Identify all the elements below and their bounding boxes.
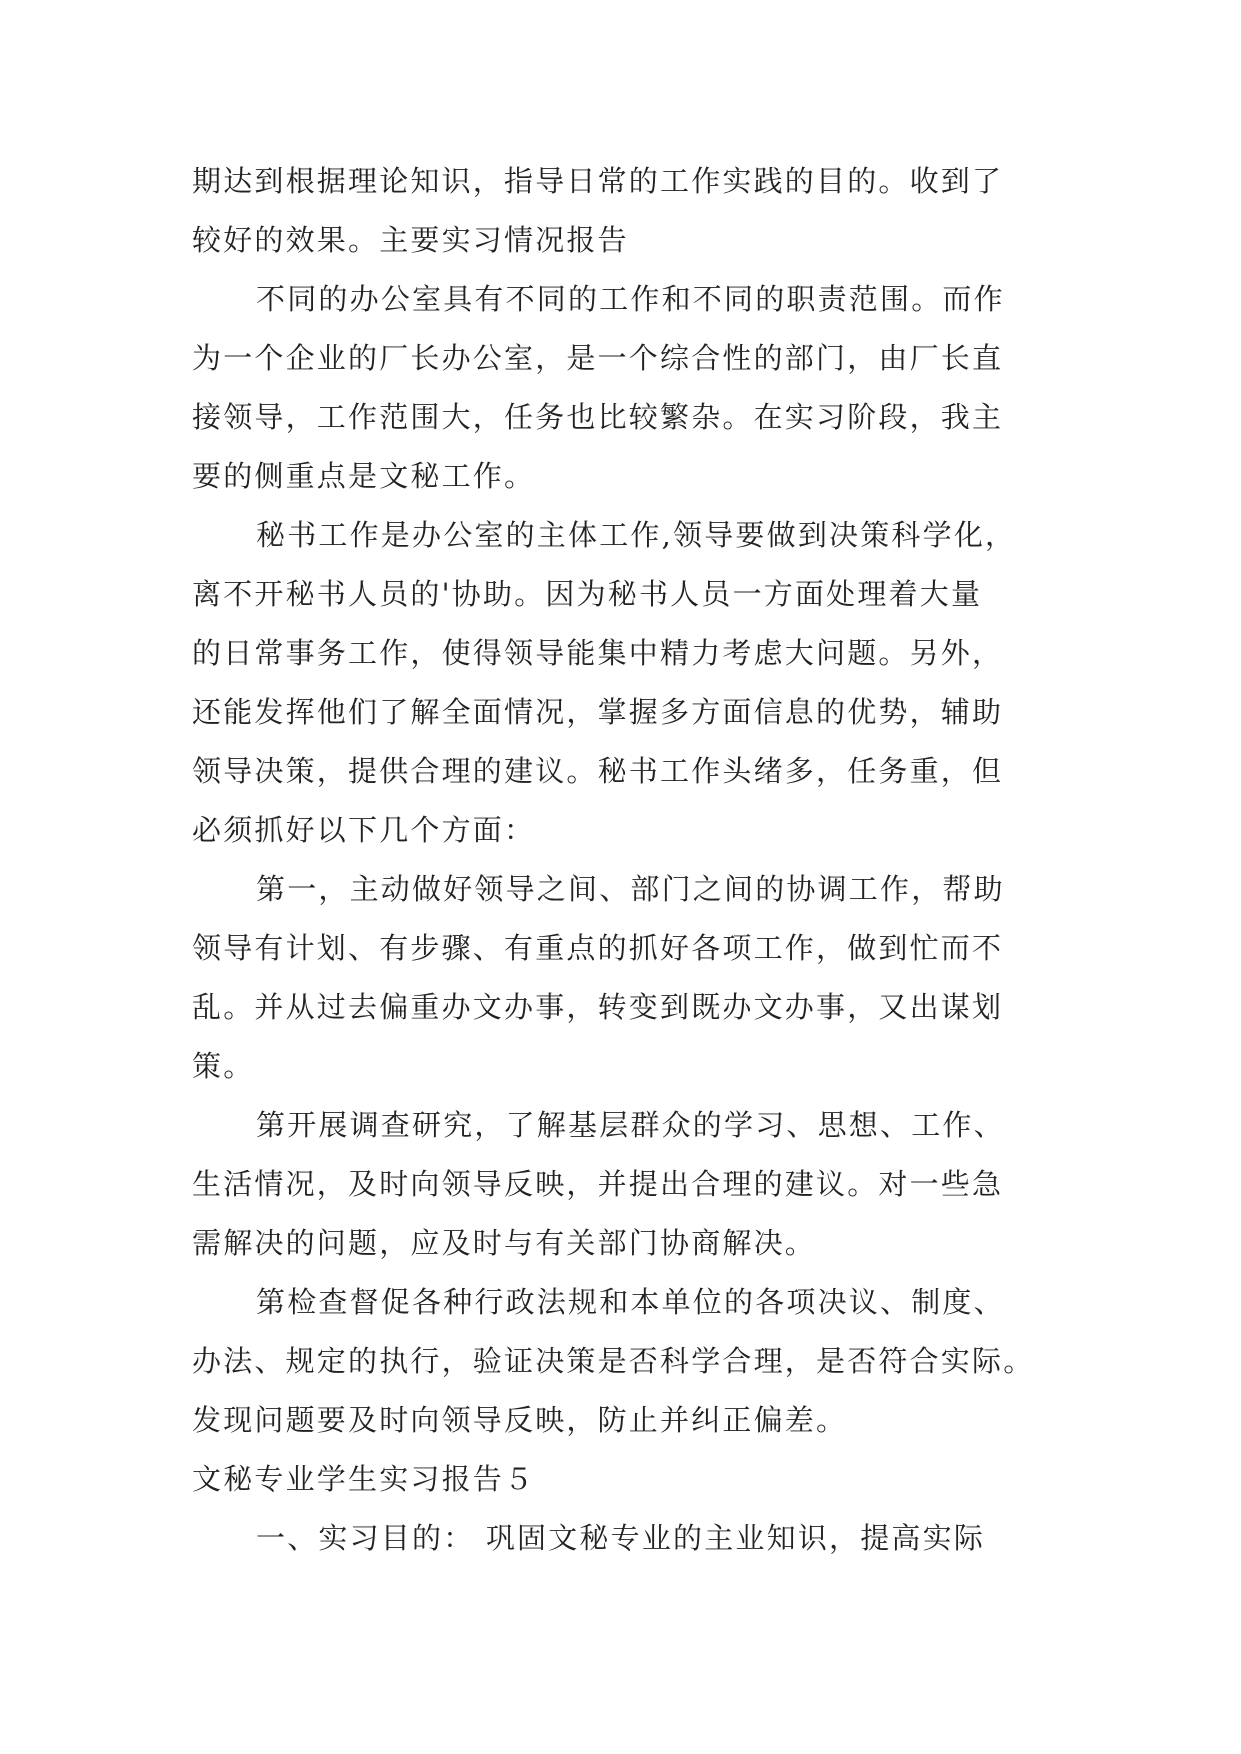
text-line: 还能发挥他们了解全面情况，掌握多方面信息的优势，辅助 xyxy=(192,695,1004,729)
paragraph-first-line: 第开展调查研究，了解基层群众的学习、思想、工作、 xyxy=(256,1108,1005,1142)
text-line: 策。 xyxy=(192,1049,255,1083)
text-line: 发现问题要及时向领导反映，防止并纠正偏差。 xyxy=(192,1403,848,1437)
paragraph-first-line: 一、实习目的： 巩固文秘专业的主业知识，提高实际 xyxy=(256,1521,986,1555)
text-line: 为一个企业的厂长办公室，是一个综合性的部门，由厂长直 xyxy=(192,341,1004,375)
paragraph-first-line: 不同的办公室具有不同的工作和不同的职责范围。而作 xyxy=(256,282,1005,316)
section-heading: 文秘专业学生实习报告５ xyxy=(192,1462,536,1496)
paragraph-first-line: 第检查督促各种行政法规和本单位的各项决议、制度、 xyxy=(256,1285,1005,1319)
text-line: 离不开秘书人员的'协助。因为秘书人员一方面处理着大量 xyxy=(192,577,983,611)
text-line: 要的侧重点是文秘工作。 xyxy=(192,459,536,493)
paragraph-first-line: 秘书工作是办公室的主体工作,领导要做到决策科学化， xyxy=(256,518,1017,552)
text-line: 的日常事务工作，使得领导能集中精力考虑大问题。另外， xyxy=(192,636,1004,670)
text-line: 办法、规定的执行，验证决策是否科学合理，是否符合实际。 xyxy=(192,1344,1035,1378)
text-line: 必须抓好以下几个方面： xyxy=(192,813,536,847)
text-line: 生活情况，及时向领导反映，并提出合理的建议。对一些急 xyxy=(192,1167,1004,1201)
document-body xyxy=(192,152,1072,1568)
text-line: 期达到根据理论知识，指导日常的工作实践的目的。收到了 xyxy=(192,164,1004,198)
text-line: 接领导，工作范围大，任务也比较繁杂。在实习阶段，我主 xyxy=(192,400,1004,434)
text-line: 领导有计划、有步骤、有重点的抓好各项工作，做到忙而不 xyxy=(192,931,1004,965)
paragraph-first-line: 第一，主动做好领导之间、部门之间的协调工作，帮助 xyxy=(256,872,1005,906)
text-line: 需解决的问题，应及时与有关部门协商解决。 xyxy=(192,1226,817,1260)
text-line: 乱。并从过去偏重办文办事，转变到既办文办事，又出谋划 xyxy=(192,990,1004,1024)
text-line: 较好的效果。主要实习情况报告 xyxy=(192,223,629,257)
text-line: 领导决策，提供合理的建议。秘书工作头绪多，任务重，但 xyxy=(192,754,1004,788)
